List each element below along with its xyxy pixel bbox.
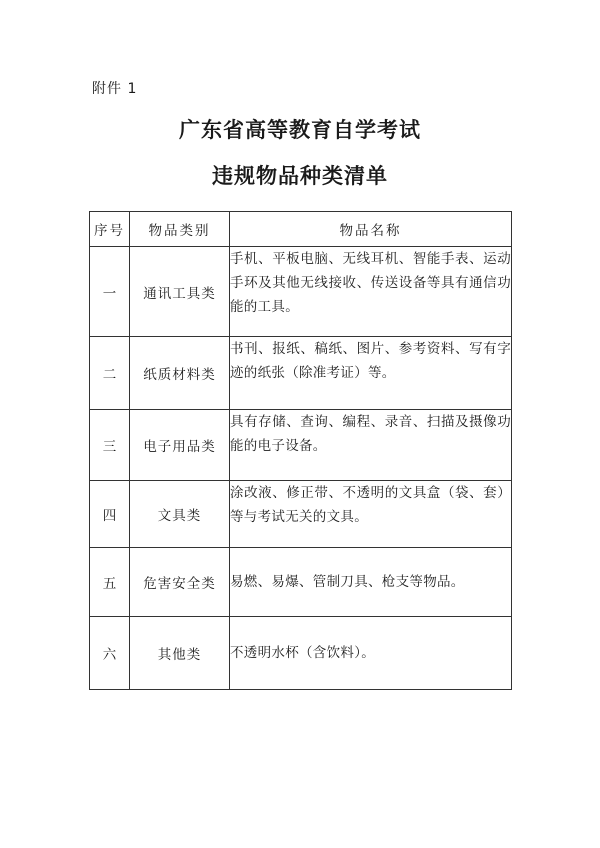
row-category: 纸质材料类 [130,337,230,410]
header-seq: 序号 [90,212,130,247]
table-row [90,247,512,337]
row-category: 通讯工具类 [130,247,230,337]
header-category: 物品类别 [130,212,230,247]
document-title-line-2: 违规物品种类清单 [212,163,388,188]
row-seq: 三 [90,410,130,481]
row-items: 具有存储、查询、编程、录音、扫描及摄像功能的电子设备。 [230,410,512,481]
row-category: 文具类 [130,481,230,548]
header-items: 物品名称 [230,212,512,247]
row-items: 涂改液、修正带、不透明的文具盒（袋、套）等与考试无关的文具。 [230,481,512,548]
row-seq: 二 [90,337,130,410]
document-title-line-1: 广东省高等教育自学考试 [179,117,421,142]
row-items: 手机、平板电脑、无线耳机、智能手表、运动手环及其他无线接收、传送设备等具有通信功能的工具。 [230,247,512,337]
prohibited-items-table [89,211,512,690]
row-seq: 一 [90,247,130,337]
row-seq: 四 [90,481,130,548]
table-row [90,481,512,548]
table-row [90,410,512,481]
row-seq: 六 [90,617,130,690]
row-seq: 五 [90,548,130,617]
row-items: 书刊、报纸、稿纸、图片、参考资料、写有字迹的纸张（除准考证）等。 [230,337,512,410]
table-row [90,617,512,690]
row-items: 不透明水杯（含饮料）。 [230,617,512,690]
table-row [90,337,512,410]
table-row [90,548,512,617]
table-header-row [90,212,512,247]
row-category: 其他类 [130,617,230,690]
attachment-label: 附件 1 [92,81,138,97]
row-items: 易燃、易爆、管制刀具、枪支等物品。 [230,548,512,617]
row-category: 危害安全类 [130,548,230,617]
row-category: 电子用品类 [130,410,230,481]
